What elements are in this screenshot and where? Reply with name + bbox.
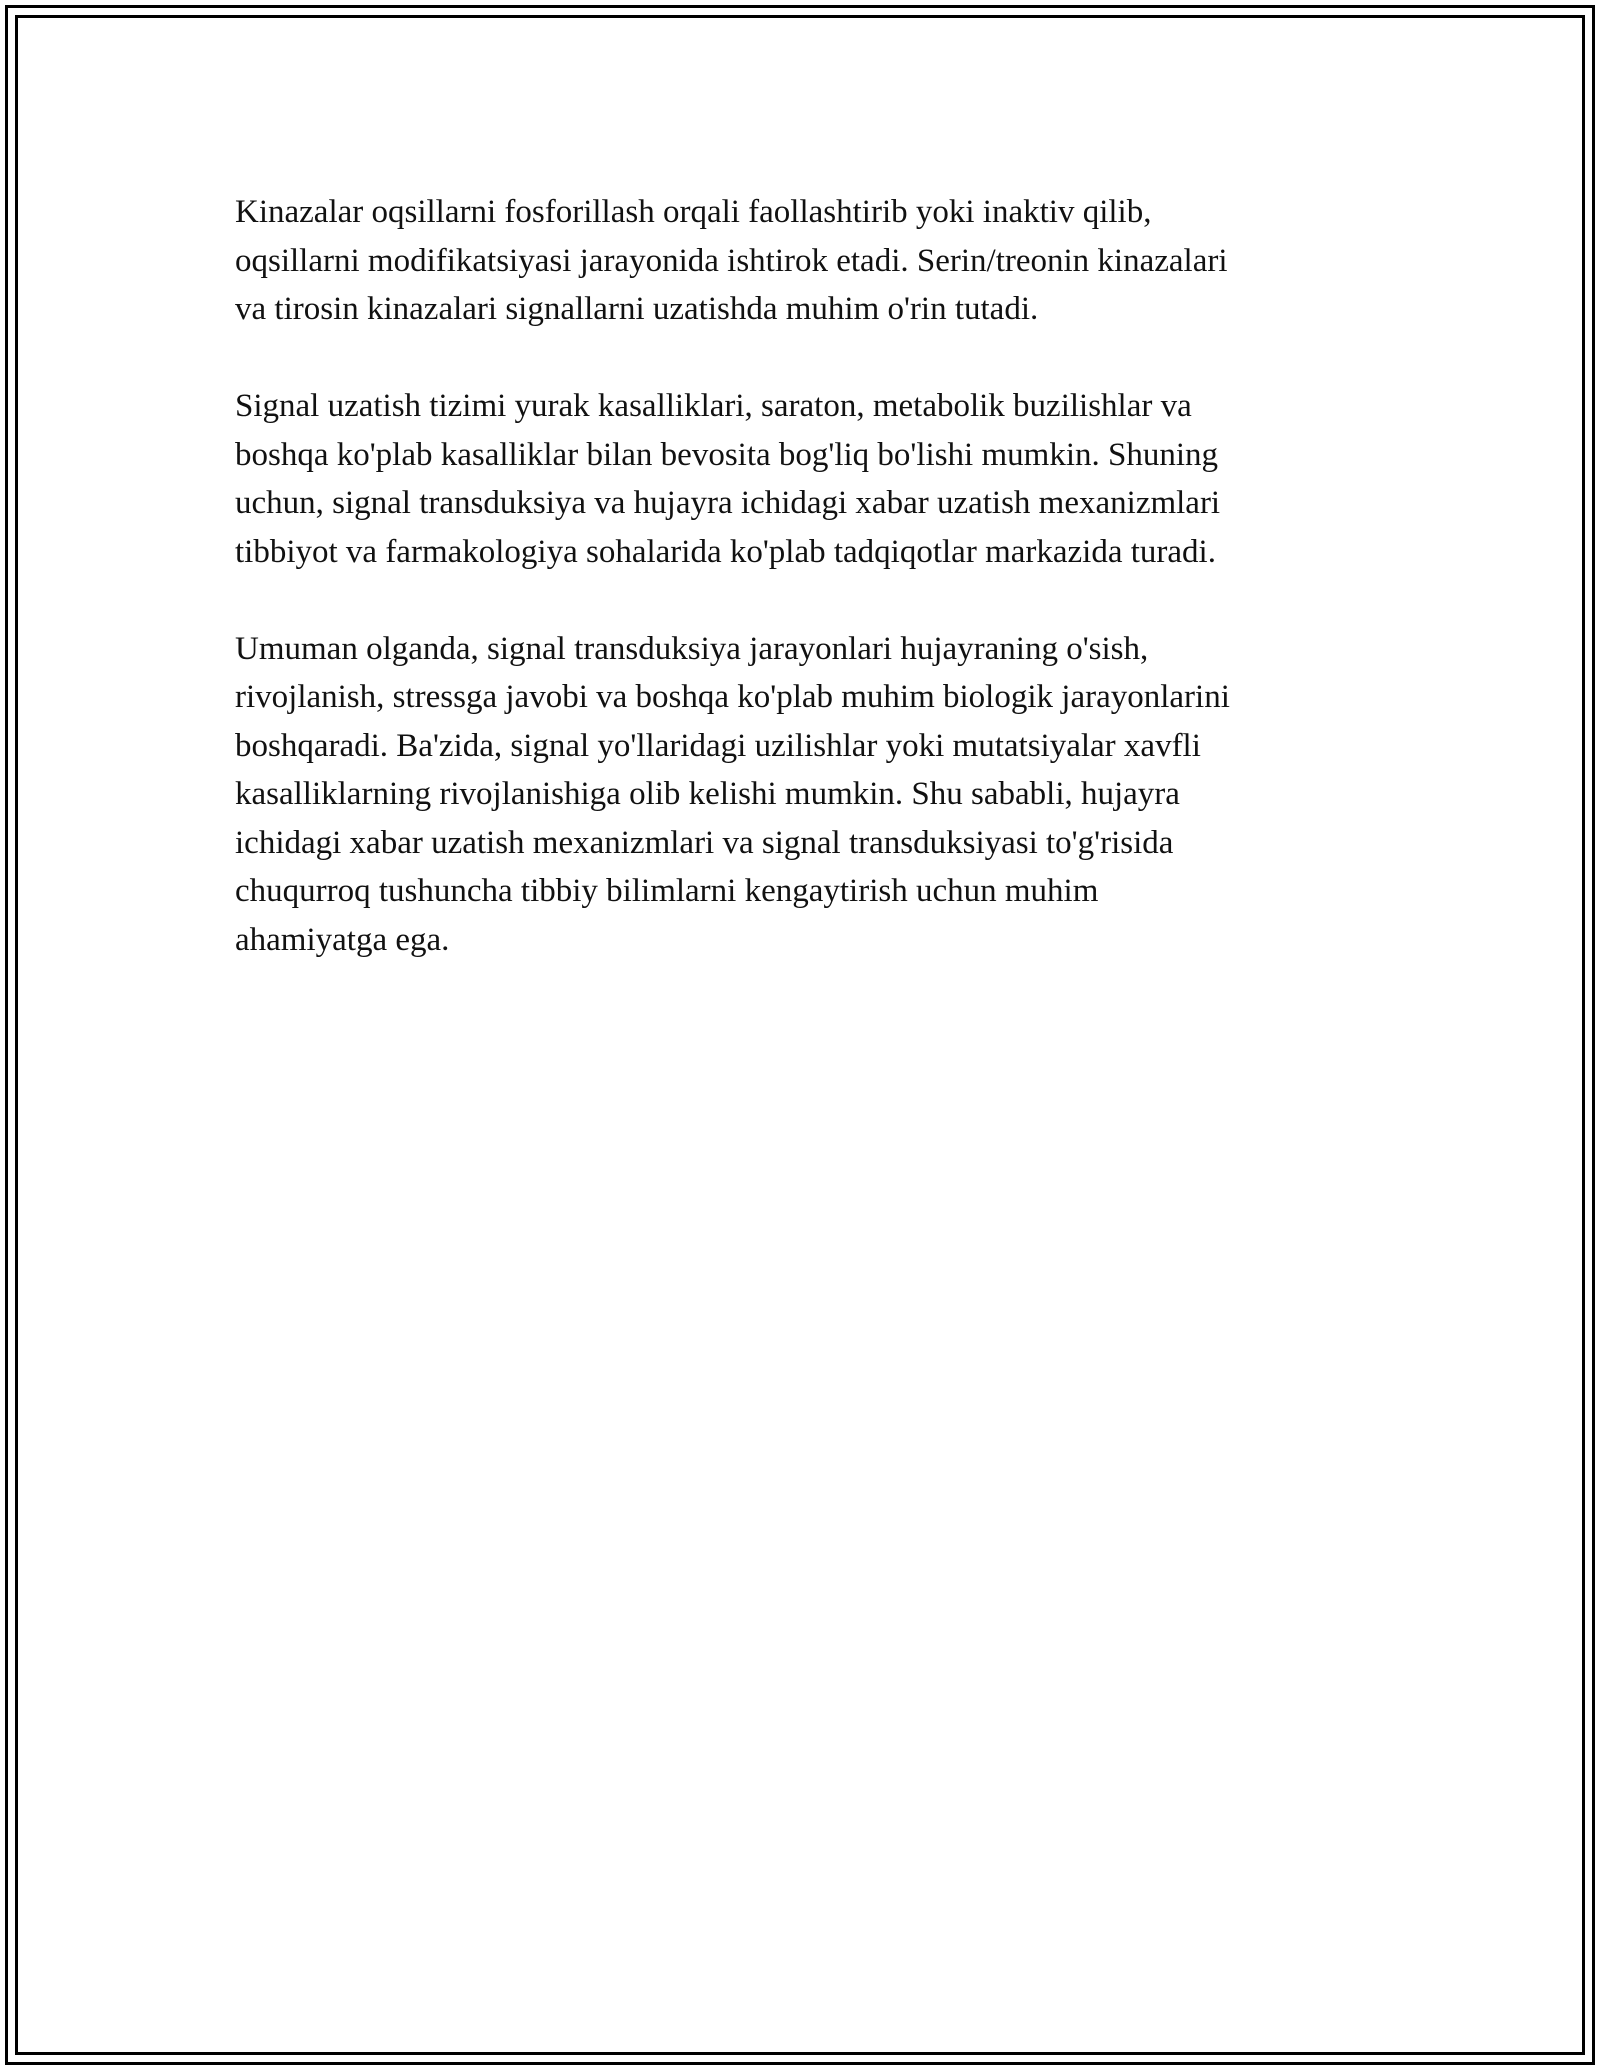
text-line: tibbiyot va farmakologiya sohalarida ko'plab tadqiqotlar markazida turadi. (235, 533, 1216, 570)
text-line: rivojlanish, stressga javobi va boshqa ko'plab muhim biologik jarayonlarini (235, 679, 1230, 715)
paragraph-1 (235, 188, 1370, 334)
text-line: chuqurroq tushuncha tibbiy bilimlarni kengaytirish uchun muhim (235, 873, 1099, 909)
text-line: Kinazalar oqsillarni fosforillash orqali faollashtirib yoki inaktiv qilib, (235, 194, 1152, 230)
text-line: va tirosin kinazalari signallarni uzatishda muhim o'rin tutadi. (235, 291, 1039, 327)
document-body (235, 188, 1370, 1013)
text-line: Signal uzatish tizimi yurak kasalliklari, saraton, metabolik buzilishlar va (235, 388, 1192, 424)
text-line: boshqa ko'plab kasalliklar bilan bevosita bog'liq bo'lishi mumkin. Shuning (235, 436, 1219, 473)
text-line: oqsillarni modifikatsiyasi jarayonida ishtirok etadi. Serin/treonin kinazalari (235, 242, 1228, 279)
text-line: boshqaradi. Ba'zida, signal yo'llaridagi uzilishlar yoki mutatsiyalar xavfli (235, 727, 1201, 764)
text-line: uchun, signal transduksiya va hujayra ichidagi xabar uzatish mexanizmlari (235, 485, 1221, 521)
text-line: ichidagi xabar uzatish mexanizmlari va signal transduksiyasi to'g'risida (235, 824, 1174, 861)
paragraph-3 (235, 625, 1370, 965)
text-line: kasalliklarning rivojlanishiga olib kelishi mumkin. Shu sababli, hujayra (235, 776, 1180, 812)
paragraph-2 (235, 382, 1370, 576)
text-line: Umuman olganda, signal transduksiya jarayonlari hujayraning o'sish, (235, 630, 1149, 667)
text-line: ahamiyatga ega. (235, 921, 450, 958)
